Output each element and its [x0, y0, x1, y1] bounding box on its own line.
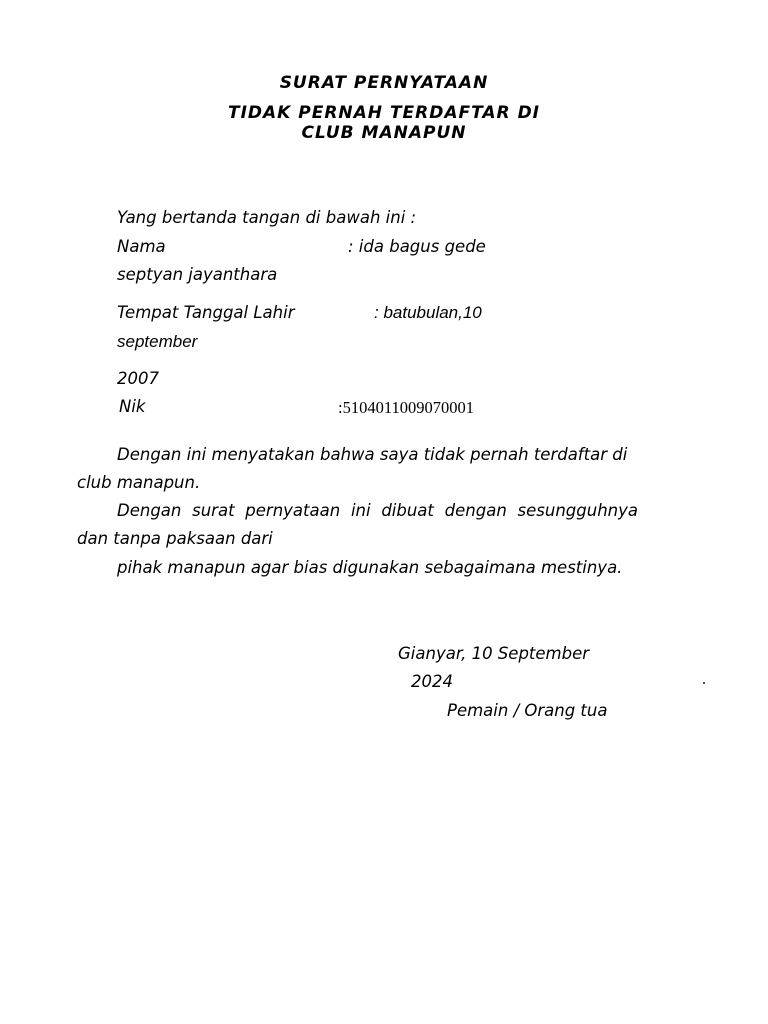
title-line-1: SURAT PERNYATAAN	[279, 73, 489, 93]
title-line-2: TIDAK PERNAH TERDAFTAR DI	[227, 103, 541, 123]
nama-value-continued: septyan jayanthara	[117, 265, 278, 284]
nik-label: Nik	[119, 397, 146, 416]
intro-text: Yang bertanda tangan di bawah ini :	[117, 208, 417, 227]
paragraph-2-line-3: pihak manapun agar bias digunakan sebagaimana mestinya.	[117, 558, 623, 577]
ttl-value-continued: september	[117, 332, 198, 351]
nama-value: : ida bagus gede	[348, 237, 486, 256]
paragraph-2-line-1: Dengan surat pernyataan ini dibuat dengan sesungguhnya	[117, 501, 638, 520]
nik-value: :5104011009070001	[338, 398, 474, 417]
stray-dot	[703, 682, 705, 684]
title-line-3: CLUB MANAPUN	[301, 123, 467, 143]
nama-label: Nama	[117, 237, 166, 256]
paragraph-1-line-2: club manapun.	[77, 473, 201, 492]
signature-place-date: Gianyar, 10 September	[398, 644, 590, 663]
ttl-value: : batubulan,10	[374, 303, 482, 322]
ttl-year: 2007	[117, 369, 159, 388]
paragraph-2-line-2: dan tanpa paksaan dari	[77, 529, 273, 548]
ttl-label: Tempat Tanggal Lahir	[117, 303, 295, 322]
signature-year: 2024	[411, 672, 453, 691]
paragraph-1-line-1: Dengan ini menyatakan bahwa saya tidak pernah terdaftar di	[117, 445, 628, 464]
signature-role: Pemain / Orang tua	[447, 701, 608, 720]
